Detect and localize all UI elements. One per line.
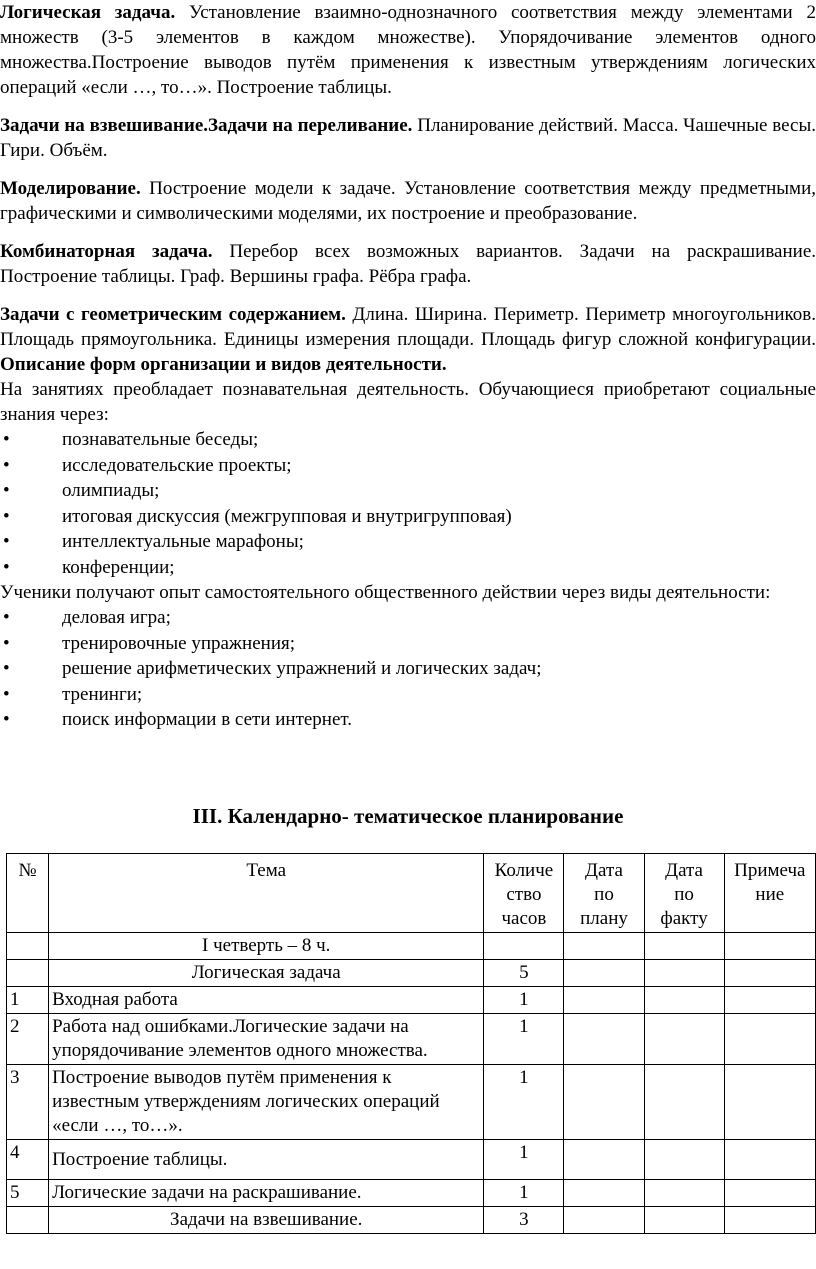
cell-topic: Логическая задача xyxy=(49,960,484,987)
list-item: • итоговая дискуссия (межгрупповая и внутригрупповая) xyxy=(0,504,816,530)
cell-hours: 1 xyxy=(484,1180,564,1207)
list-item: • олимпиады; xyxy=(0,478,816,504)
list-item: • интеллектуальные марафоны; xyxy=(0,529,816,555)
paragraph-geometry xyxy=(0,302,816,352)
table-header-row xyxy=(7,854,816,933)
term-logic-task: Логическая задача. xyxy=(0,2,176,23)
activity-list-1 xyxy=(0,427,816,580)
cell-hours: 3 xyxy=(484,1207,564,1234)
header-line: Примеча xyxy=(734,860,806,881)
cell-date-plan xyxy=(564,1065,644,1140)
paragraph-modeling xyxy=(0,176,816,226)
cell-number xyxy=(7,1207,49,1234)
header-line: ние xyxy=(755,884,785,905)
cell-hours: 1 xyxy=(484,1014,564,1065)
cell-number: 3 xyxy=(7,1065,49,1140)
paragraph-text: Планирование действий. Масса. Чашечные весы. Гири. Объём. xyxy=(0,115,816,161)
table-row-group xyxy=(7,1207,816,1234)
paragraph-logic-task xyxy=(0,0,816,100)
term-modeling: Моделирование. xyxy=(0,178,141,199)
table-row xyxy=(7,1014,816,1065)
cell-number: 1 xyxy=(7,987,49,1014)
list-item: • тренировочные упражнения; xyxy=(0,631,816,657)
activity-list-2 xyxy=(0,605,816,733)
cell-date-plan xyxy=(564,1207,644,1234)
cell-topic: Входная работа xyxy=(49,987,484,1014)
cell-date-fact xyxy=(644,1014,724,1065)
cell-hours: 1 xyxy=(484,987,564,1014)
cell-hours: 1 xyxy=(484,1065,564,1140)
table-row xyxy=(7,1065,816,1140)
cell-topic: Построение выводов путём применения к известным утверждениям логических операций «если …, то…». xyxy=(49,1065,484,1140)
header-line: Дата xyxy=(585,860,623,881)
paragraph-weighing-tasks xyxy=(0,113,816,163)
thematic-plan-table xyxy=(6,853,816,1234)
cell-date-plan xyxy=(564,987,644,1014)
cell-date-plan xyxy=(564,933,644,960)
cell-date-plan xyxy=(564,1180,644,1207)
term-geometry: Задачи с геометрическим содержанием. xyxy=(0,304,346,325)
header-line: ство xyxy=(506,884,542,905)
list-item: • познавательные беседы; xyxy=(0,427,816,453)
header-line: Дата xyxy=(665,860,703,881)
cell-note xyxy=(724,1140,815,1180)
list-item: • поиск информации в сети интернет. xyxy=(0,707,816,733)
table-row xyxy=(7,1180,816,1207)
list-item: • конференции; xyxy=(0,555,816,581)
section-title: III. Календарно- тематическое планирование xyxy=(192,804,624,828)
cell-topic: Работа над ошибками.Логические задачи на упорядочивание элементов одного множества. xyxy=(49,1014,484,1065)
cell-note xyxy=(724,1180,815,1207)
cell-hours xyxy=(484,933,564,960)
cell-note xyxy=(724,987,815,1014)
header-hours xyxy=(484,854,564,933)
header-line: по xyxy=(594,884,614,905)
cell-topic: Построение таблицы. xyxy=(49,1140,484,1180)
header-line: часов xyxy=(501,908,547,929)
cell-date-plan xyxy=(564,1014,644,1065)
header-date-plan xyxy=(564,854,644,933)
paragraph-text: Перебор всех возможных вариантов. Задачи на раскрашивание. Построение таблицы. Граф. Вершины графа. Рёбра графа. xyxy=(0,241,816,287)
header-line: по xyxy=(674,884,694,905)
cell-hours: 1 xyxy=(484,1140,564,1180)
list-item: • решение арифметических упражнений и логических задач; xyxy=(0,656,816,682)
cell-date-fact xyxy=(644,1180,724,1207)
paragraph-text: Установление взаимно-однозначного соответствия между элементами 2 множеств (3-5 элементов в каждом множестве). Упорядочивание элементов одного множества.Построение выводов путём применения к известным утверждениям логических операций «если …, то…». Построение таблицы. xyxy=(0,2,816,98)
cell-note xyxy=(724,1207,815,1234)
header-line: плану xyxy=(580,908,628,929)
organization-heading xyxy=(0,352,816,377)
cell-note xyxy=(724,933,815,960)
cell-note xyxy=(724,1014,815,1065)
list-item: • тренинги; xyxy=(0,682,816,708)
cell-topic: Задачи на взвешивание. xyxy=(49,1207,484,1234)
cell-number: 5 xyxy=(7,1180,49,1207)
header-topic: Тема xyxy=(49,854,484,933)
organization-intro-2: Ученики получают опыт самостоятельного общественного действии через виды деятельности: xyxy=(0,582,771,603)
cell-hours: 5 xyxy=(484,960,564,987)
organization-intro-1: На занятиях преобладает познавательная деятельность. Обучающиеся приобретают социальные знания через: xyxy=(0,379,816,425)
list-item: • исследовательские проекты; xyxy=(0,453,816,479)
cell-date-fact xyxy=(644,1065,724,1140)
cell-topic: I четверть – 8 ч. xyxy=(49,933,484,960)
header-number: № xyxy=(7,854,49,933)
paragraph-text: Построение модели к задаче. Установление соответствия между предметными, графическими и символическими моделями, их построение и преобразование. xyxy=(0,178,816,224)
paragraph-combinatorics xyxy=(0,239,816,289)
cell-note xyxy=(724,1065,815,1140)
cell-number xyxy=(7,933,49,960)
term-combinatorics: Комбинаторная задача. xyxy=(0,241,213,262)
header-line: Количе xyxy=(494,860,554,881)
cell-topic: Логические задачи на раскрашивание. xyxy=(49,1180,484,1207)
cell-date-fact xyxy=(644,933,724,960)
cell-date-plan xyxy=(564,960,644,987)
list-item: • деловая игра; xyxy=(0,605,816,631)
table-row xyxy=(7,987,816,1014)
cell-date-fact xyxy=(644,987,724,1014)
paragraph-text: Длина. Ширина. Периметр. Периметр многоугольников. Площадь прямоугольника. Единицы измерения площади. Площадь фигур сложной конфигурации. xyxy=(0,304,816,350)
header-note xyxy=(724,854,815,933)
organization-heading-text: Описание форм организации и видов деятельности. xyxy=(0,354,447,375)
cell-number: 2 xyxy=(7,1014,49,1065)
cell-date-fact xyxy=(644,960,724,987)
cell-note xyxy=(724,960,815,987)
cell-number xyxy=(7,960,49,987)
table-row-quarter xyxy=(7,933,816,960)
cell-date-fact xyxy=(644,1207,724,1234)
table-row xyxy=(7,1140,816,1180)
header-line: факту xyxy=(660,908,708,929)
cell-date-plan xyxy=(564,1140,644,1180)
table-row-group xyxy=(7,960,816,987)
header-date-fact xyxy=(644,854,724,933)
term-weighing-tasks: Задачи на взвешивание.Задачи на переливание. xyxy=(0,115,413,136)
cell-number: 4 xyxy=(7,1140,49,1180)
cell-date-fact xyxy=(644,1140,724,1180)
